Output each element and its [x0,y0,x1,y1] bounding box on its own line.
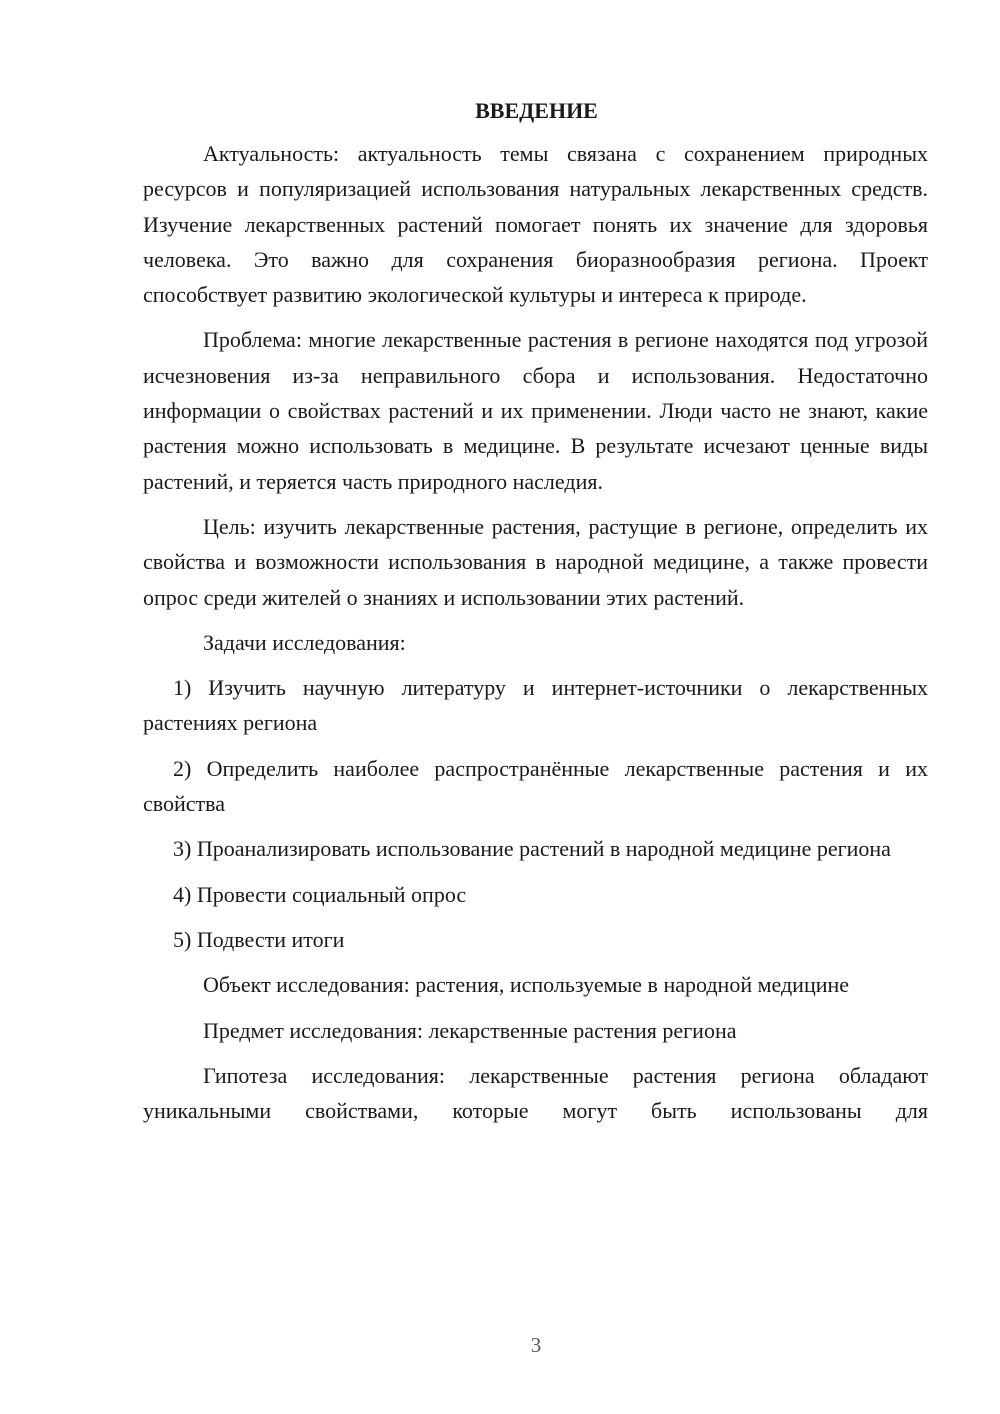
paragraph-relevance: Актуальность: актуальность темы связана с сохранением природных ресурсов и популяризацией использования натуральных лекарственных средств. Изучение лекарственных растений помогает понять их значение для здоровья человека. Это важно для сохранения биоразнообразия региона. Проект способствует развитию экологической культуры и интереса к природе. [143,141,928,308]
paragraph-hypothesis: Гипотеза исследования: лекарственные растения региона обладают уникальными свойствами, которые могут быть использованы для [143,1062,928,1124]
document-body [143,93,928,1138]
task-item-5: 5) Подвести итоги [173,926,345,952]
page-number: 3 [530,1333,542,1357]
task-item-4: 4) Провести социальный опрос [173,881,467,907]
task-item-3: 3) Проанализировать использование растений в народной медицине региона [173,836,891,862]
task-item-2: 2) Определить наиболее распространённые лекарственные растения и их свойства [143,755,928,817]
paragraph-problem: Проблема: многие лекарственные растения в регионе находятся под угрозой исчезновения из-за неправильного сбора и использования. Недостаточно информации о свойствах растений и их применении. Люди часто не знают, какие растения можно использовать в медицине. В результате исчезают ценные виды растений, и теряется часть природного наследия. [143,327,928,494]
section-title: ВВЕДЕНИЕ [475,98,598,123]
paragraph-object: Объект исследования: растения, используемые в народной медицине [203,972,850,998]
paragraph-goal: Цель: изучить лекарственные растения, растущие в регионе, определить их свойства и возможности использования в народной медицине, а также провести опрос среди жителей о знаниях и использовании этих растений. [143,513,928,610]
task-item-1: 1) Изучить научную литературу и интернет-источники о лекарственных растениях региона [143,675,928,736]
paragraph-subject: Предмет исследования: лекарственные растения региона [203,1017,737,1043]
paragraph-tasks-heading: Задачи исследования: [203,629,406,655]
